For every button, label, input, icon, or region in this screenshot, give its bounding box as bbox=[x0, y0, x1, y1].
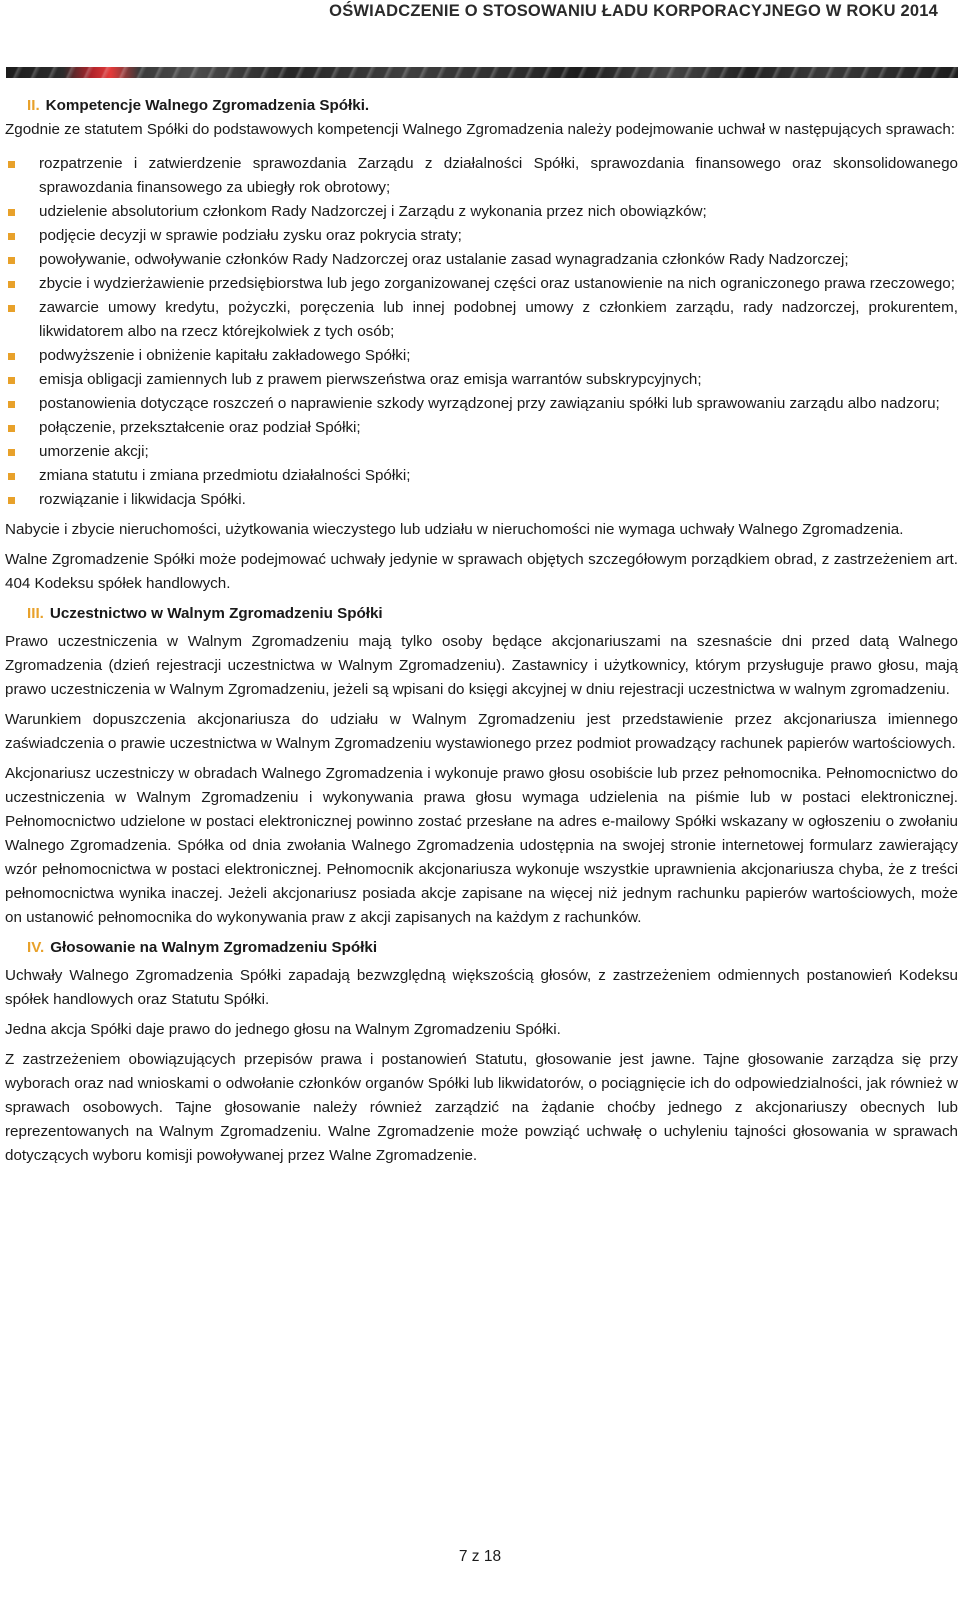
list-item-text: połączenie, przekształcenie oraz podział Spółki; bbox=[39, 419, 361, 436]
paragraph: Prawo uczestniczenia w Walnym Zgromadzeniu mają tylko osoby będące akcjonariuszami na szesnaście dni przed datą Walnego Zgromadzenia (dzień rejestracji uczestnictwa w Walnym Zgromadzeniu). Zastawnicy i użytkownicy, którym przysługuje prawo głosu, mają prawo uczestniczenia w Walnym Zgromadzeniu, jeżeli są wpisani do księgi akcyjnej w dniu rejestracji uczestnictwa w walnym zgromadzeniu. bbox=[5, 633, 958, 698]
list-item bbox=[39, 368, 958, 392]
square-bullet-icon bbox=[8, 305, 15, 312]
section-number: III. bbox=[27, 605, 44, 622]
list-item bbox=[39, 272, 958, 296]
square-bullet-icon bbox=[8, 377, 15, 384]
section-number: II. bbox=[27, 97, 40, 114]
square-bullet-icon bbox=[8, 449, 15, 456]
list-item-text: udzielenie absolutorium członkom Rady Nadzorczej i Zarządu z wykonania przez nich obowiązków; bbox=[39, 203, 707, 220]
list-item bbox=[39, 416, 958, 440]
competences-list bbox=[5, 152, 958, 512]
section-title: Uczestnictwo w Walnym Zgromadzeniu Spółki bbox=[49, 605, 383, 622]
list-item bbox=[39, 392, 958, 416]
paragraph: Warunkiem dopuszczenia akcjonariusza do udziału w Walnym Zgromadzeniu jest przedstawienie przez akcjonariusza imiennego zaświadczenia o prawie uczestnictwa w Walnym Zgromadzeniu wystawionego przez podmiot prowadzący rachunek papierów wartościowych. bbox=[5, 711, 958, 752]
list-item-text: podjęcie decyzji w sprawie podziału zysku oraz pokrycia straty; bbox=[39, 227, 462, 244]
section-heading-iv bbox=[5, 936, 958, 960]
list-item bbox=[39, 464, 958, 488]
list-item-text: zmiana statutu i zmiana przedmiotu działalności Spółki; bbox=[39, 467, 411, 484]
section-intro: Zgodnie ze statutem Spółki do podstawowych kompetencji Walnego Zgromadzenia należy podejmowanie uchwał w następujących sprawach: bbox=[5, 121, 956, 138]
list-item bbox=[39, 344, 958, 368]
list-item-text: postanowienia dotyczące roszczeń o naprawienie szkody wyrządzonej przy zawiązaniu spółki lub sprawowaniu zarządu albo nadzoru; bbox=[39, 395, 940, 412]
page-number: 7 z 18 bbox=[458, 1548, 502, 1565]
list-item bbox=[39, 200, 958, 224]
square-bullet-icon bbox=[8, 401, 15, 408]
list-item-text: zawarcie umowy kredytu, pożyczki, poręczenia lub innej podobnej umowy z członkiem zarządu, rady nadzorczej, prokurentem, likwidatorem albo na rzecz którejkolwiek z tych osób; bbox=[39, 299, 958, 340]
section-title: Kompetencje Walnego Zgromadzenia Spółki. bbox=[45, 97, 370, 114]
header-decorative-band bbox=[6, 67, 958, 78]
square-bullet-icon bbox=[8, 161, 15, 168]
list-item bbox=[39, 248, 958, 272]
list-item-text: zbycie i wydzierżawienie przedsiębiorstwa lub jego zorganizowanej części oraz ustanowienie na nich ograniczonego prawa rzeczowego; bbox=[39, 275, 955, 292]
square-bullet-icon bbox=[8, 209, 15, 216]
paragraph: Walne Zgromadzenie Spółki może podejmować uchwały jedynie w sprawach objętych szczegółowym porządkiem obrad, z zastrzeżeniem art. 404 Kodeksu spółek handlowych. bbox=[5, 551, 958, 592]
list-item bbox=[39, 296, 958, 344]
list-item bbox=[39, 488, 958, 512]
list-item-text: powoływanie, odwoływanie członków Rady Nadzorczej oraz ustalanie zasad wynagradzania członków Rady Nadzorczej; bbox=[39, 251, 849, 268]
paragraph: Akcjonariusz uczestniczy w obradach Walnego Zgromadzenia i wykonuje prawo głosu osobiście lub przez pełnomocnika. Pełnomocnictwo do uczestniczenia w Walnym Zgromadzeniu i wykonywania prawa głosu wymaga udzielenia na piśmie lub w postaci elektronicznej. Pełnomocnictwo udzielone w postaci elektronicznej powinno zostać przesłane na adres e-mailowy Spółki wskazany w ogłoszeniu o zwołaniu Walnego Zgromadzenia. Spółka od dnia zwołania Walnego Zgromadzenia udostępnia na swojej stronie internetowej formularz zawierający wzór pełnomocnictwa w postaci elektronicznej. Pełnomocnik akcjonariusza wykonuje wszystkie uprawnienia akcjonariusza chyba, że z treści pełnomocnictwa wynika inaczej. Jeżeli akcjonariusz posiada akcje zapisane na więcej niż jednym rachunku papierów wartościowych, może on ustanowić pełnomocnika do wykonywania praw z akcji zapisanych na każdym z rachunków. bbox=[5, 765, 958, 926]
list-item-text: umorzenie akcji; bbox=[39, 443, 149, 460]
list-item bbox=[39, 440, 958, 464]
paragraph: Nabycie i zbycie nieruchomości, użytkowania wieczystego lub udziału w nieruchomości nie wymaga uchwały Walnego Zgromadzenia. bbox=[5, 521, 904, 538]
section-heading-ii bbox=[5, 94, 958, 118]
square-bullet-icon bbox=[8, 353, 15, 360]
square-bullet-icon bbox=[8, 233, 15, 240]
list-item-text: rozpatrzenie i zatwierdzenie sprawozdania Zarządu z działalności Spółki, sprawozdania finansowego oraz skonsolidowanego sprawozdania finansowego za ubiegły rok obrotowy; bbox=[39, 155, 958, 196]
section-heading-iii bbox=[5, 602, 958, 626]
list-item-text: emisja obligacji zamiennych lub z prawem pierwszeństwa oraz emisja warrantów subskrypcyjnych; bbox=[39, 371, 702, 388]
paragraph: Uchwały Walnego Zgromadzenia Spółki zapadają bezwzględną większością głosów, z zastrzeżeniem odmiennych postanowień Kodeksu spółek handlowych oraz Statutu Spółki. bbox=[5, 967, 958, 1008]
list-item bbox=[39, 152, 958, 200]
document-header-title: OŚWIADCZENIE O STOSOWANIU ŁADU KORPORACYJNEGO W ROKU 2014 bbox=[329, 2, 938, 20]
list-item-text: rozwiązanie i likwidacja Spółki. bbox=[39, 491, 246, 508]
document-body bbox=[5, 94, 958, 1174]
square-bullet-icon bbox=[8, 473, 15, 480]
square-bullet-icon bbox=[8, 257, 15, 264]
list-item bbox=[39, 224, 958, 248]
list-item-text: podwyższenie i obniżenie kapitału zakładowego Spółki; bbox=[39, 347, 411, 364]
section-title: Głosowanie na Walnym Zgromadzeniu Spółki bbox=[50, 939, 378, 956]
square-bullet-icon bbox=[8, 281, 15, 288]
section-number: IV. bbox=[27, 939, 45, 956]
paragraph: Z zastrzeżeniem obowiązujących przepisów prawa i postanowień Statutu, głosowanie jest jawne. Tajne głosowanie zarządza się przy wyborach oraz nad wnioskami o odwołanie członków organów Spółki lub likwidatorów, o pociągnięcie ich do odpowiedzialności, jak również w sprawach osobowych. Tajne głosowanie należy również zarządzić na żądanie choćby jednego z akcjonariuszy obecnych lub reprezentowanych na Walnym Zgromadzeniu. Walne Zgromadzenie może powziąć uchwałę o uchyleniu tajności głosowania w sprawach dotyczących wyboru komisji powoływanej przez Walne Zgromadzenie. bbox=[5, 1051, 958, 1164]
square-bullet-icon bbox=[8, 497, 15, 504]
square-bullet-icon bbox=[8, 425, 15, 432]
paragraph: Jedna akcja Spółki daje prawo do jednego głosu na Walnym Zgromadzeniu Spółki. bbox=[5, 1021, 561, 1038]
